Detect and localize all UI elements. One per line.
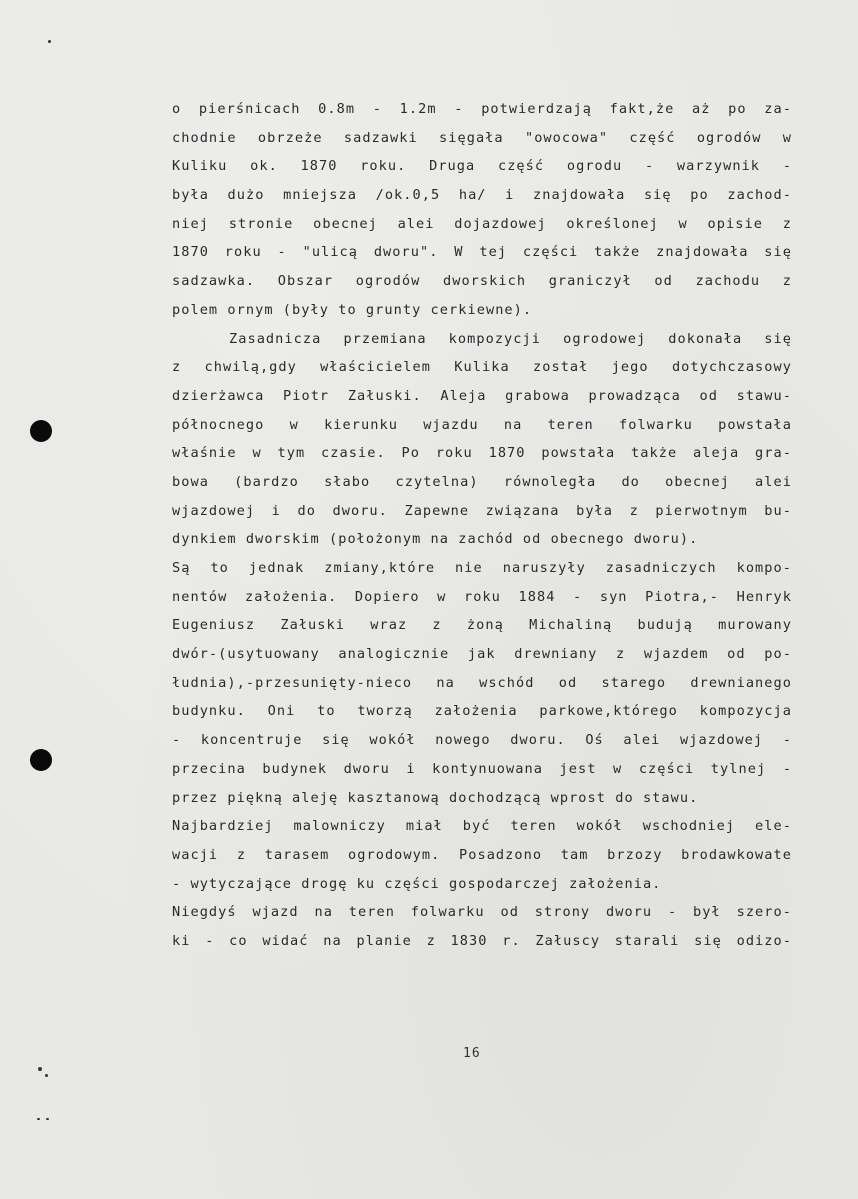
text-line: wjazdowej i do dworu. Zapewne związana była z pierwotnym bu- [172, 502, 792, 519]
text-line: wacji z tarasem ogrodowym. Posadzono tam brzozy brodawkowate [172, 846, 792, 863]
text-line: Zasadnicza przemiana kompozycji ogrodowej dokonała się [229, 330, 792, 347]
text-line: łudnia),-przesunięty-nieco na wschód od starego drewnianego [172, 674, 792, 691]
text-line: dynkiem dworskim (położonym na zachód od obecnego dworu). [172, 531, 699, 548]
speck [48, 40, 51, 43]
page-number: 16 [463, 1046, 481, 1061]
body-text [172, 95, 792, 956]
text-line: Kuliku ok. 1870 roku. Druga część ogrodu - warzywnik - [172, 158, 792, 175]
text-line: o pierśnicach 0.8m - 1.2m - potwierdzają fakt,że aż po za- [172, 101, 792, 117]
text-line: właśnie w tym czasie. Po roku 1870 powstała także aleja gra- [172, 445, 792, 462]
text-line: z chwilą,gdy właścicielem Kulika został jego dotychczasowy [172, 359, 792, 376]
text-line: północnego w kierunku wjazdu na teren folwarku powstała [172, 416, 792, 433]
text-line: - wytyczające drogę ku części gospodarczej założenia. [172, 875, 662, 892]
text-line: polem ornym (były to grunty cerkiewne). [172, 301, 533, 318]
text-line: była dużo mniejsza /ok.0,5 ha/ i znajdowała się po zachod- [172, 187, 792, 204]
speck [46, 1118, 49, 1120]
text-line: ki - co widać na planie z 1830 r. Załuscy starali się odizo- [172, 932, 792, 949]
text-line: chodnie obrzeże sadzawki sięgała "owocowa" część ogrodów w [172, 129, 792, 146]
speck [37, 1118, 40, 1120]
text-line: Eugeniusz Załuski wraz z żoną Michaliną budują murowany [172, 617, 792, 634]
text-line: sadzawka. Obszar ogrodów dworskich graniczył od zachodu z [172, 273, 792, 290]
text-line: bowa (bardzo słabo czytelna) równoległa do obecnej alei [172, 473, 792, 490]
text-line: - koncentruje się wokół nowego dworu. Oś alei wjazdowej - [172, 732, 792, 749]
text-line: Są to jednak zmiany,które nie naruszyły zasadniczych kompo- [172, 560, 792, 576]
text-line: niej stronie obecnej alei dojazdowej określonej w opisie z [172, 215, 792, 232]
text-line: dwór-(usytuowany analogicznie jak drewniany z wjazdem od po- [172, 646, 792, 663]
text-line: budynku. Oni to tworzą założenia parkowe,którego kompozycja [172, 703, 792, 720]
text-line: przez piękną aleję kasztanową dochodzącą wprost do stawu. [172, 789, 699, 806]
punch-hole [30, 749, 52, 771]
text-line: dzierżawca Piotr Załuski. Aleja grabowa prowadząca od stawu- [172, 387, 792, 404]
speck [45, 1074, 48, 1077]
punch-hole [30, 420, 52, 442]
text-line: Niegdyś wjazd na teren folwarku od strony dworu - był szero- [172, 904, 792, 921]
text-line: nentów założenia. Dopiero w roku 1884 - syn Piotra,- Henryk [172, 588, 792, 605]
text-line: 1870 roku - "ulicą dworu". W tej części także znajdowała się [172, 244, 792, 261]
text-line: przecina budynek dworu i kontynuowana jest w części tylnej - [172, 760, 792, 777]
speck [38, 1067, 42, 1071]
text-line: Najbardziej malowniczy miał być teren wokół wschodniej ele- [172, 818, 792, 835]
